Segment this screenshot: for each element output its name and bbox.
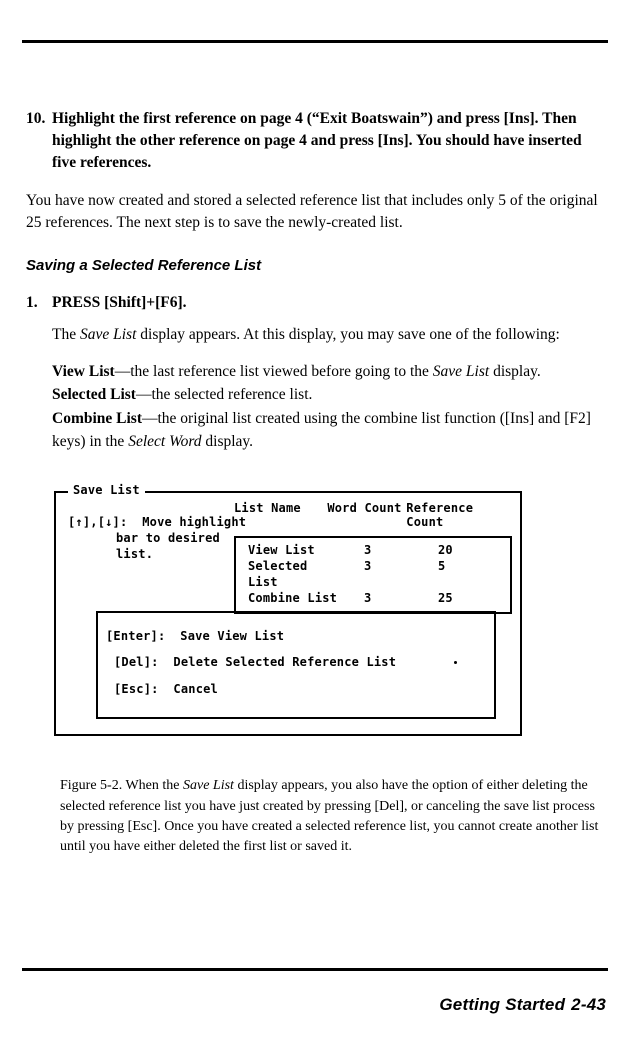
bottom-rule-divider (22, 968, 608, 971)
step-1-number: 1. (26, 293, 38, 311)
step-10-number: 10. (26, 110, 46, 127)
top-rule-divider (22, 40, 608, 43)
step-1-body (52, 324, 606, 347)
page-content (26, 108, 606, 857)
definition-text-before: the selected reference list. (151, 386, 313, 404)
definition-item (52, 408, 606, 453)
table-row[interactable] (236, 542, 510, 558)
key-hint-line-3: list. (116, 546, 154, 561)
command-esc-label: Cancel (173, 682, 218, 697)
column-header-reference-count: Reference Count (406, 501, 474, 530)
cell-word-count: 3 (364, 559, 372, 574)
command-enter-label: Save View List (180, 629, 285, 644)
definition-term: Combine List (52, 409, 142, 427)
caption-text-b: display appears, you also have the option of either deleting the selected reference list you have just created by pressing [Del], or canceling the save list process by pressing [Esc]. Once you have created a selected reference list, you cannot create another list until you have either deleted the first list or saved it. (60, 778, 599, 855)
step-10 (26, 108, 606, 174)
definition-term: View List (52, 362, 115, 380)
cell-list-name: View List (248, 543, 315, 558)
figure-legend-title: Save List (68, 483, 145, 497)
step-1-body-b: display appears. At this display, you may save one of the following: (136, 326, 560, 344)
cell-list-name: Combine List (248, 591, 338, 606)
definition-italic: Select Word (128, 432, 202, 450)
command-enter[interactable] (106, 629, 284, 645)
cell-list-name: Selected List (248, 559, 308, 590)
step-1 (26, 292, 606, 314)
figure-caption (60, 776, 605, 857)
page-footer (439, 995, 606, 1015)
caption-italic: Save List (183, 778, 234, 794)
cell-reference-count: 5 (438, 559, 446, 574)
key-hint-block (68, 515, 247, 562)
definition-item (52, 384, 606, 407)
caption-label: Figure 5-2. (60, 778, 123, 794)
column-header-word-count: Word Count (327, 501, 402, 516)
list-table-box (234, 536, 512, 613)
key-hint-line-1: [↑],[↓]: Move highlight (68, 515, 247, 530)
section-heading: Saving a Selected Reference List (26, 256, 262, 274)
save-list-figure (54, 483, 524, 738)
command-del-key: [Del]: (114, 655, 159, 670)
command-esc[interactable] (114, 682, 218, 698)
footer-page-number: 2-43 (571, 995, 606, 1014)
command-del-label: Delete Selected Reference List (173, 655, 397, 670)
definition-text-after: display. (489, 362, 541, 380)
column-header-list-name: List Name (234, 501, 301, 516)
footer-title: Getting Started (439, 995, 566, 1014)
step-1-body-italic: Save List (79, 326, 137, 344)
cell-word-count: 3 (364, 543, 372, 558)
key-hint-line-2: bar to desired (116, 531, 220, 546)
table-row[interactable] (236, 590, 510, 606)
definition-dash: — (135, 386, 152, 404)
definition-italic: Save List (432, 362, 490, 380)
step-1-body-a: The (52, 326, 80, 344)
caption-text-a: When the (122, 778, 183, 794)
cell-reference-count: 20 (438, 543, 453, 558)
step-10-text: Highlight the first reference on page 4 (“Exit Boatswain”) and press [Ins]. Then highlight the other reference on page 4 and press [Ins]. You should have inserted five references. (52, 110, 582, 171)
table-row[interactable] (236, 558, 510, 590)
command-del[interactable] (114, 655, 396, 671)
definition-text-before: the last reference list viewed before going to the (130, 362, 433, 380)
list-table-header (234, 501, 514, 529)
intro-paragraph: You have now created and stored a selected reference list that includes only 5 of the original 25 references. The next step is to save the newly-created list. (26, 192, 598, 232)
cell-reference-count: 25 (438, 591, 453, 606)
definition-dash: — (142, 409, 158, 427)
definition-text-before: the original list created using the combine list function ([Ins] and [F2] keys) in the (52, 409, 591, 450)
definition-term: Selected List (52, 386, 136, 404)
command-esc-key: [Esc]: (114, 682, 159, 697)
definition-dash: — (114, 362, 131, 380)
list-table (234, 501, 514, 613)
definition-item (52, 361, 606, 384)
step-1-text: PRESS [Shift]+[F6]. (52, 293, 187, 311)
definition-text-after: display. (201, 432, 254, 450)
cell-word-count: 3 (364, 591, 372, 606)
definition-list (52, 361, 606, 454)
command-enter-key: [Enter]: (106, 629, 166, 644)
